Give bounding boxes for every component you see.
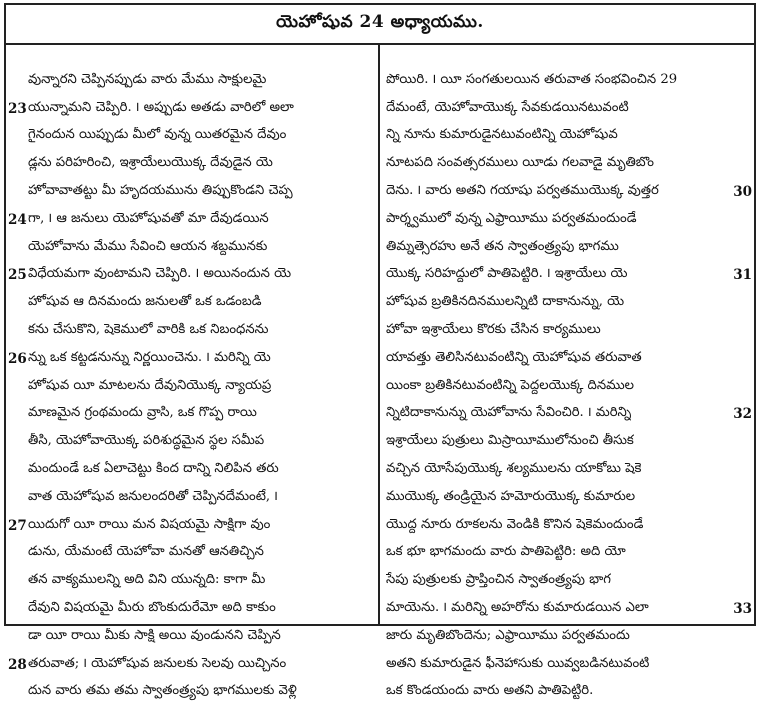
- line-text: మాయెను. ౹ మరిన్ని అహరోను కుమారుడయిన ఎలా: [386, 600, 649, 616]
- text-line: [380, 484, 754, 512]
- line-text: తిమ్నత్సెరహు అనే తన స్వాతంత్ర్యపు భాగము: [386, 238, 619, 254]
- line-text: న్ని నూను కుమారుడైనటువంటిన్ని యెహోషువ: [386, 127, 618, 143]
- line-text: హోషువ యీ మాటలను దేవునియొక్క న్యాయప్ర: [28, 377, 272, 393]
- text-line: [380, 317, 754, 345]
- line-text: గైనందున యిప్పుడు మీలో వున్న యితరమైన దేవుం: [28, 127, 287, 143]
- line-text: నూటపది సంవత్సరములు యీడు గలవాడై మృతిబొం: [386, 155, 654, 171]
- verse-number: 24: [8, 211, 27, 228]
- line-text: సేపు పుత్రులకు ప్రాప్తించిన స్వాతంత్ర్యపు భాగ: [386, 572, 611, 588]
- line-text: వచ్చిన యోసేపుయొక్క శల్యములను యాకోబు షెకె: [386, 461, 642, 477]
- text-line: [6, 373, 378, 401]
- verse-number: 30: [733, 184, 752, 201]
- text-line: [380, 512, 754, 540]
- text-line: [6, 345, 378, 373]
- line-text: యున్నామని చెప్పిరి. ౹ అప్పుడు అతడు వారిలో అలా: [28, 99, 294, 115]
- text-columns: [6, 45, 754, 699]
- text-line: [380, 234, 754, 262]
- verse-number: 27: [8, 517, 27, 534]
- text-line: [6, 567, 378, 595]
- line-text: దేవుని విషయమై మీరు బొంకుదురేమో అది కాకుం: [28, 600, 276, 616]
- line-text: జారు మృతిబొందెను; ఎఫ్రాయీము పర్వతమందు: [386, 627, 630, 643]
- line-text: విధేయమగా వుంటామని చెప్పిరి. ౹ అయినందున యె: [28, 266, 292, 282]
- chapter-title: యెహోషువ 24 అధ్యాయము.: [276, 12, 484, 32]
- verse-number: 23: [8, 100, 27, 117]
- line-text: దున వారు తమ తమ స్వాతంత్ర్యపు భాగములకు వెళ్లి: [28, 683, 297, 699]
- text-line: [6, 262, 378, 290]
- chapter-header: [6, 5, 754, 45]
- text-line: [380, 651, 754, 679]
- line-text: న్ను ఒక కట్టడనున్ను నిర్ణయించెను. ౹ మరిన్ని యె: [28, 349, 271, 365]
- text-line: [6, 623, 378, 651]
- text-line: [380, 262, 754, 290]
- verse-number: 32: [733, 406, 752, 423]
- text-line: [6, 150, 378, 178]
- text-line: [380, 679, 754, 706]
- right-column: [380, 45, 754, 699]
- text-line: [6, 428, 378, 456]
- text-line: [6, 401, 378, 429]
- line-text: యొద్ద నూరు రూకలను వెండికి కొనిన షెకెమందుండే: [386, 516, 644, 532]
- text-line: [380, 178, 754, 206]
- line-text: వాత యెహోషువ జనులందరితో చెప్పినదేమంటే, ౹: [28, 488, 278, 504]
- line-text: తీసి, యెహోవాయొక్క పరిశుద్ధమైన స్థల సమీప: [28, 433, 265, 449]
- text-line: [6, 67, 378, 95]
- verse-number: 28: [8, 656, 27, 673]
- text-line: [380, 95, 754, 123]
- text-line: [6, 178, 378, 206]
- line-text: హోషువ బ్రతికినదినములన్నిటి దాకానున్ను, యె: [386, 294, 625, 310]
- text-line: [380, 401, 754, 429]
- text-line: [6, 317, 378, 345]
- text-line: [6, 512, 378, 540]
- text-line: [380, 567, 754, 595]
- line-text: అతని కుమారుడైన ఫీనెహాసుకు యివ్వబడినటువంటి: [386, 655, 650, 671]
- text-line: [380, 206, 754, 234]
- text-line: [6, 679, 378, 706]
- line-text: డ్లను పరిహరించి, ఇశ్రాయేలుయొక్క దేవుడైన యె: [28, 155, 273, 171]
- line-text: మందుండే ఒక ఏలాచెట్టు కింద దాన్ని నిలిపిన తరు: [28, 461, 279, 477]
- scripture-page: [4, 3, 756, 699]
- text-line: [6, 595, 378, 623]
- text-line: [6, 123, 378, 151]
- text-line: [380, 456, 754, 484]
- text-line: [6, 206, 378, 234]
- line-text: వున్నారని చెప్పినప్పుడు వారు మేము సాక్షులమై: [28, 71, 267, 87]
- text-line: [380, 540, 754, 568]
- text-line: [380, 373, 754, 401]
- line-text: న్నిటిదాకానున్ను యెహోవాను సేవించిరి. ౹ మరిన్ని: [386, 405, 632, 421]
- line-text: యావత్తు తెలిసినటువంటిన్ని యెహోషువ తరువాత: [386, 349, 642, 365]
- line-text: ఒక భూ భాగమందు వారు పాతిపెట్టిరి: అది యో: [386, 544, 626, 560]
- line-text: ముయొక్క తండ్రియైన హమోరుయొక్క కుమారుల: [386, 488, 636, 504]
- text-line: [6, 540, 378, 568]
- line-text: తన వాక్యములన్ని అది విని యున్నది: కాగా మీ: [28, 572, 266, 588]
- line-text: యెహోవాను మేము సేవించి ఆయన శబ్దమునకు: [28, 238, 268, 254]
- text-line: [6, 456, 378, 484]
- line-text: ఇశ్రాయేలు పుత్రులు మిస్రాయీములోనుంచి తీసుక: [386, 433, 634, 449]
- text-line: [380, 428, 754, 456]
- line-text: పోయిరి. ౹ యీ సంగతులయిన తరువాత సంభవించిన 29: [386, 71, 678, 87]
- line-text: యొక్క సరిహద్దులో పాతిపెట్టిరి. ౹ ఇశ్రాయేలు యె: [386, 266, 628, 282]
- line-text: డా యీ రాయి మీకు సాక్షి అయి వుండునని చెప్పిన: [28, 627, 281, 643]
- text-line: [380, 595, 754, 623]
- verse-number: 33: [733, 601, 752, 618]
- line-text: హోవా ఇశ్రాయేలు కొరకు చేసిన కార్యములు: [386, 322, 601, 338]
- line-text: ఒక కొండయందు వారు అతని పాతిపెట్టిరి.: [386, 683, 594, 699]
- text-line: [380, 345, 754, 373]
- text-line: [380, 67, 754, 95]
- line-text: యిదుగో యీ రాయి మన విషయమై సాక్షిగా వుం: [28, 516, 271, 532]
- text-line: [6, 234, 378, 262]
- text-line: [6, 95, 378, 123]
- verse-number: 26: [8, 350, 27, 367]
- text-line: [380, 123, 754, 151]
- text-line: [380, 150, 754, 178]
- verse-number: 25: [8, 267, 27, 284]
- line-text: పార్శ్వములో వున్న ఎఫ్రాయీము పర్వతమందుండే: [386, 210, 637, 226]
- line-text: దేమంటే, యెహోవాయొక్క సేవకుడయినటువంటి: [386, 99, 629, 115]
- line-text: హోషువ ఆ దినమందు జనులతో ఒక ఒడంబడి: [28, 294, 262, 310]
- text-line: [380, 289, 754, 317]
- text-line: [6, 651, 378, 679]
- line-text: కను చేసుకొని, షెకెములో వారికి ఒక నిబంధనను: [28, 322, 269, 338]
- text-line: [6, 484, 378, 512]
- line-text: మాణమైన గ్రంథమందు వ్రాసి, ఒక గొప్ప రాయి: [28, 405, 257, 421]
- line-text: హోవావాతట్టు మీ హృదయమును తిప్పుకొండని చెప్ప: [28, 183, 293, 199]
- verse-number: 31: [733, 267, 752, 284]
- text-line: [380, 623, 754, 651]
- text-line: [6, 289, 378, 317]
- line-text: తరువాత; ౹ యెహోషువ జనులకు సెలవు యిచ్చినం: [28, 655, 287, 671]
- line-text: దెను. ౹ వారు అతని గయాషు పర్వతముయొక్క వుత్తర: [386, 183, 659, 199]
- line-text: గా, ౹ ఆ జనులు యెహోషువతో మా దేవుడయిన: [28, 210, 269, 226]
- line-text: యింకా బ్రతికినటువంటిన్ని పెద్దలయొక్క దినముల: [386, 377, 634, 393]
- left-column: [6, 45, 380, 699]
- line-text: డును, యేమంటే యెహోవా మనతో ఆనతిచ్చిన: [28, 544, 264, 560]
